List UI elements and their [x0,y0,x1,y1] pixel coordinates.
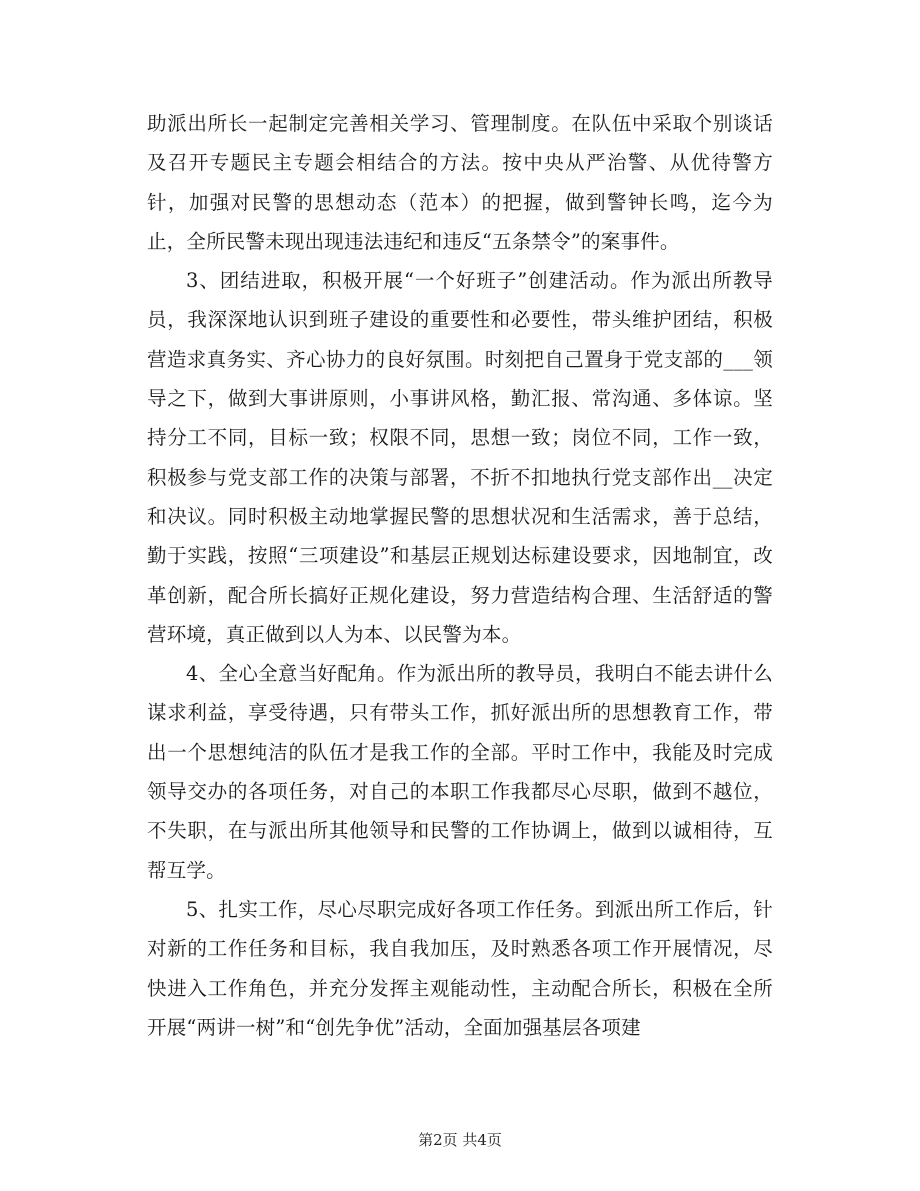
page-number-footer: 第2页 共4页 [418,1131,502,1149]
paragraph-item-3: 3、团结进取，积极开展“一个好班子”创建活动。作为派出所教导员，我深深地认识到班子建设的重要性和必要性，带头维护团结，积极营造求真务实、齐心协力的良好氛围。时刻把自己置身于党支部的___领导之下，做到大事讲原则，小事讲风格，勤汇报、常沟通、多体谅。坚持分工不同，目标一致；权限不同，思想一致；岗位不同，工作一致，积极参与党支部工作的决策与部署，不折不扣地执行党支部作出__决定和决议。同时积极主动地掌握民警的思想状况和生活需求，善于总结，勤于实践，按照“三项建设”和基层正规划达标建设要求，因地制宜，改革创新，配合所长搞好正规化建设，努力营造结构合理、生活舒适的警营环境，真正做到以人为本、以民警为本。 [147,269,773,646]
document-body [147,104,773,1047]
paragraph-item-5: 5、扎实工作，尽心尽职完成好各项工作任务。到派出所工作后，针对新的工作任务和目标，我自我加压，及时熟悉各项工作开展情况，尽快进入工作角色，并充分发挥主观能动性，主动配合所长，积极在全所开展“两讲一树”和“创先争优”活动，全面加强基层各项建 [147,897,773,1039]
paragraph-item-4: 4、全心全意当好配角。作为派出所的教导员，我明白不能去讲什么谋求利益，享受待遇，只有带头工作，抓好派出所的思想教育工作，带出一个思想纯洁的队伍才是我工作的全部。平时工作中，我能及时完成领导交办的各项任务，对自己的本职工作我都尽心尽职，做到不越位，不失职，在与派出所其他领导和民警的工作协调上，做到以诚相待，互帮互学。 [147,662,773,882]
paragraph-continuation: 助派出所长一起制定完善相关学习、管理制度。在队伍中采取个别谈话及召开专题民主专题会相结合的方法。按中央从严治警、从优待警方针，加强对民警的思想动态（范本）的把握，做到警钟长鸣，迄今为止，全所民警未现出现违法违纪和违反“五条禁令”的案事件。 [147,112,773,253]
